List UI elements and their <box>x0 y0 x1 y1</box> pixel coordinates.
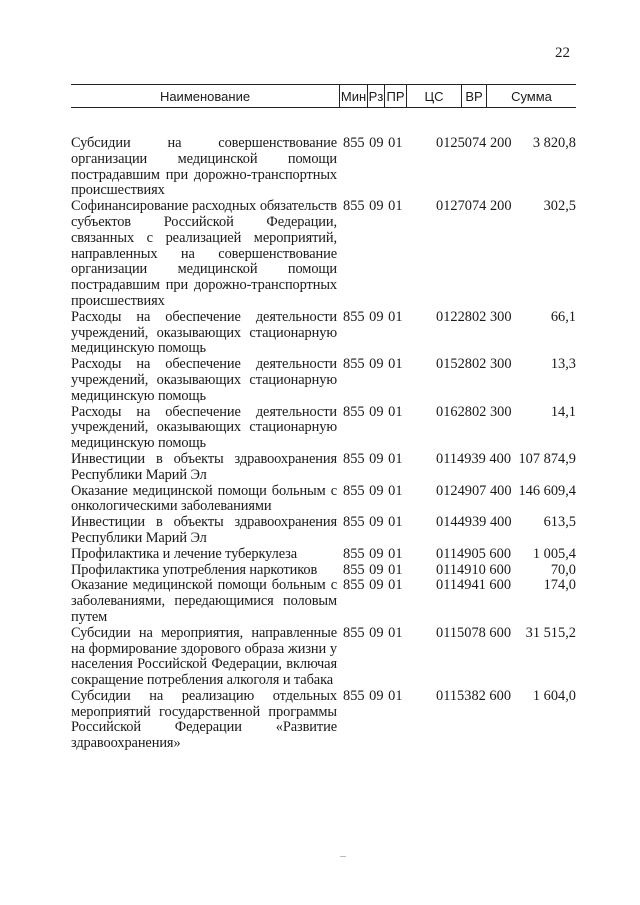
row-name: Субсидии на совершенствование организации медицинской помощи пострадавшим при дорожно-транспортных происшествиях <box>71 135 337 199</box>
row-codes: 855 09 01 <box>343 561 403 578</box>
header-min: Мин <box>339 85 367 107</box>
row-cs-vr: 0115078 600 <box>436 624 512 641</box>
row-cs-vr: 0125074 200 <box>436 135 512 151</box>
scan-mark <box>340 856 346 857</box>
table-row <box>71 136 576 199</box>
row-sum: 31 515,2 <box>525 624 576 641</box>
header-cs: ЦС <box>406 85 461 107</box>
row-codes: 855 09 01 <box>343 308 403 325</box>
budget-table <box>71 84 576 752</box>
row-sum: 107 874,9 <box>518 450 576 467</box>
row-cs-vr: 0115382 600 <box>436 687 512 704</box>
row-codes: 855 09 01 <box>343 198 403 215</box>
row-codes: 855 09 01 <box>343 687 403 704</box>
row-name: Оказание медицинской помощи больным с онкологическими заболеваниями <box>71 482 337 515</box>
row-sum: 146 609,4 <box>518 482 576 499</box>
table-row <box>71 515 576 547</box>
row-sum: 302,5 <box>543 198 576 215</box>
row-name: Расходы на обеспечение деятельности учреждений, оказывающих стационарную медицинскую помощь <box>71 403 337 452</box>
row-cs-vr: 0114941 600 <box>436 577 512 594</box>
header-vr: ВР <box>461 85 486 107</box>
row-name: Профилактика и лечение туберкулеза <box>71 545 298 562</box>
table-row <box>71 689 576 752</box>
row-codes: 855 09 01 <box>343 356 403 373</box>
row-cs-vr: 0144939 400 <box>436 514 512 531</box>
table-row <box>71 199 576 310</box>
row-cs-vr: 0152802 300 <box>436 356 512 373</box>
row-cs-vr: 0124907 400 <box>436 482 512 499</box>
row-sum: 3 820,8 <box>532 135 576 151</box>
table-row <box>71 357 576 404</box>
row-name: Расходы на обеспечение деятельности учреждений, оказывающих стационарную медицинскую помощь <box>71 356 337 404</box>
row-codes: 855 09 01 <box>343 545 403 562</box>
table-body <box>71 136 576 752</box>
row-sum: 1 604,0 <box>532 687 576 704</box>
table-row <box>71 563 576 579</box>
row-name: Инвестиции в объекты здравоохранения Республики Марий Эл <box>71 450 337 483</box>
row-sum: 1 005,4 <box>532 545 576 562</box>
row-codes: 855 09 01 <box>343 482 403 499</box>
row-name: Инвестиции в объекты здравоохранения Республики Марий Эл <box>71 514 337 546</box>
row-cs-vr: 0122802 300 <box>436 308 512 325</box>
row-name: Субсидии на реализацию отдельных мероприятий государственной программы Российской Федерации «Развитие здравоохранения» <box>71 687 337 752</box>
row-cs-vr: 0114910 600 <box>436 561 512 578</box>
row-sum: 174,0 <box>543 577 576 594</box>
row-codes: 855 09 01 <box>343 514 403 531</box>
header-sum: Сумма <box>486 85 576 107</box>
table-row <box>71 310 576 357</box>
row-sum: 13,3 <box>550 356 576 373</box>
row-codes: 855 09 01 <box>343 135 403 151</box>
row-cs-vr: 0162802 300 <box>436 403 512 420</box>
row-codes: 855 09 01 <box>343 577 403 594</box>
row-name: Софинансирование расходных обязательств субъектов Российской Федерации, связанных с реализацией мероприятий, направленных на совершенствование организации медицинской помощи пострадавшим при дорожно-транспортных происшествиях <box>71 198 337 309</box>
row-cs-vr: 0114939 400 <box>436 450 512 467</box>
header-name: Наименование <box>159 88 251 104</box>
row-codes: 855 09 01 <box>343 450 403 467</box>
table-header <box>71 84 576 108</box>
table-row <box>71 405 576 452</box>
row-codes: 855 09 01 <box>343 403 403 420</box>
row-sum: 613,5 <box>543 514 576 531</box>
page-number: 22 <box>555 45 570 61</box>
row-name: Расходы на обеспечение деятельности учреждений, оказывающих стационарную медицинскую помощь <box>71 308 337 357</box>
table-row <box>71 484 576 516</box>
row-cs-vr: 0114905 600 <box>436 545 512 562</box>
row-sum: 66,1 <box>550 308 576 325</box>
row-name: Профилактика употребления наркотиков <box>71 561 318 578</box>
row-name: Субсидии на мероприятия, направленные на формирование здорового образа жизни у населения Российской Федерации, включая сокращение потребления алкоголя и табака <box>71 624 337 689</box>
header-rz: Рз <box>367 85 384 107</box>
table-row <box>71 452 576 484</box>
row-codes: 855 09 01 <box>343 624 403 641</box>
table-row <box>71 578 576 625</box>
table-row <box>71 547 576 563</box>
row-sum: 70,0 <box>550 561 576 578</box>
table-row <box>71 626 576 689</box>
row-cs-vr: 0127074 200 <box>436 198 512 215</box>
row-sum: 14,1 <box>550 403 576 420</box>
header-pr: ПР <box>384 85 406 107</box>
row-name: Оказание медицинской помощи больным с заболеваниями, передающимися половым путем <box>71 577 337 625</box>
